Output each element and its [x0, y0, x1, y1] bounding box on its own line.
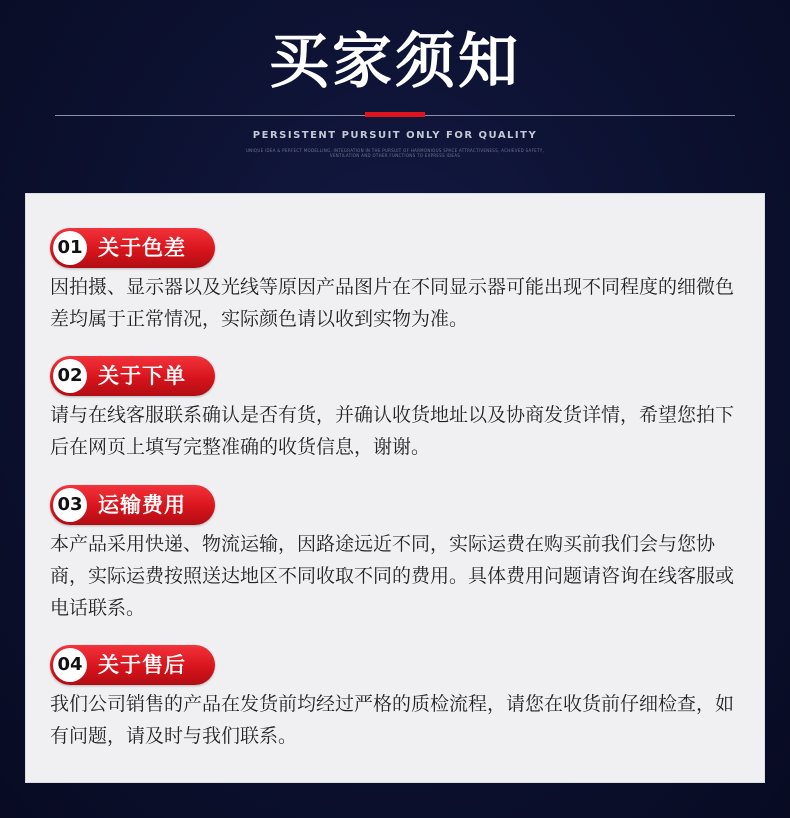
page-title: 买家须知	[269, 27, 521, 97]
section-title: 关于售后	[98, 653, 186, 677]
section-text: 请与在线客服联系确认是否有货，并确认收货地址以及协商发货详情，希望您拍下后在网页上填写完整准确的收货信息，谢谢。	[50, 404, 735, 458]
subtitle: PERSISTENT PURSUIT ONLY FOR QUALITY	[252, 130, 538, 141]
section-title: 关于下单	[98, 364, 186, 388]
section-title: 关于色差	[98, 236, 186, 260]
red-accent-bar	[365, 112, 425, 117]
section-number: 03	[53, 488, 87, 522]
section-text: 本产品采用快递、物流运输，因路途远近不同，实际运费在购买前我们会与您协商，实际运费按照送达地区不同收取不同的费用。具体费用问题请咨询在线客服或电话联系。	[50, 533, 735, 619]
notice-panel	[25, 193, 765, 783]
section-number: 02	[53, 359, 87, 393]
section-number: 04	[53, 648, 87, 682]
section-badge	[50, 485, 215, 525]
section-text: 我们公司销售的产品在发货前均经过严格的质检流程，请您在收货前仔细检查，如有问题，请及时与我们联系。	[50, 693, 735, 747]
section-badge	[50, 356, 215, 396]
section-badge	[50, 228, 215, 268]
section-title: 运输费用	[98, 493, 186, 517]
section-number: 01	[53, 231, 87, 265]
section-text: 因拍摄、显示器以及光线等原因产品图片在不同显示器可能出现不同程度的细微色差均属于正常情况，实际颜色请以收到实物为准。	[50, 276, 735, 330]
header	[0, 0, 790, 190]
section-badge	[50, 645, 215, 685]
fine-print: UNIQUE IDEA & PERFECT MODELLING, INTEGRATION IN THE PURSUIT OF HARMONIOUS SPACE ATTRACTIVENESS, ACHIEVED SAFETY, VENTILATION AND OTHER FUNCTIONS TO EXPRESS IDEAS	[245, 148, 545, 158]
